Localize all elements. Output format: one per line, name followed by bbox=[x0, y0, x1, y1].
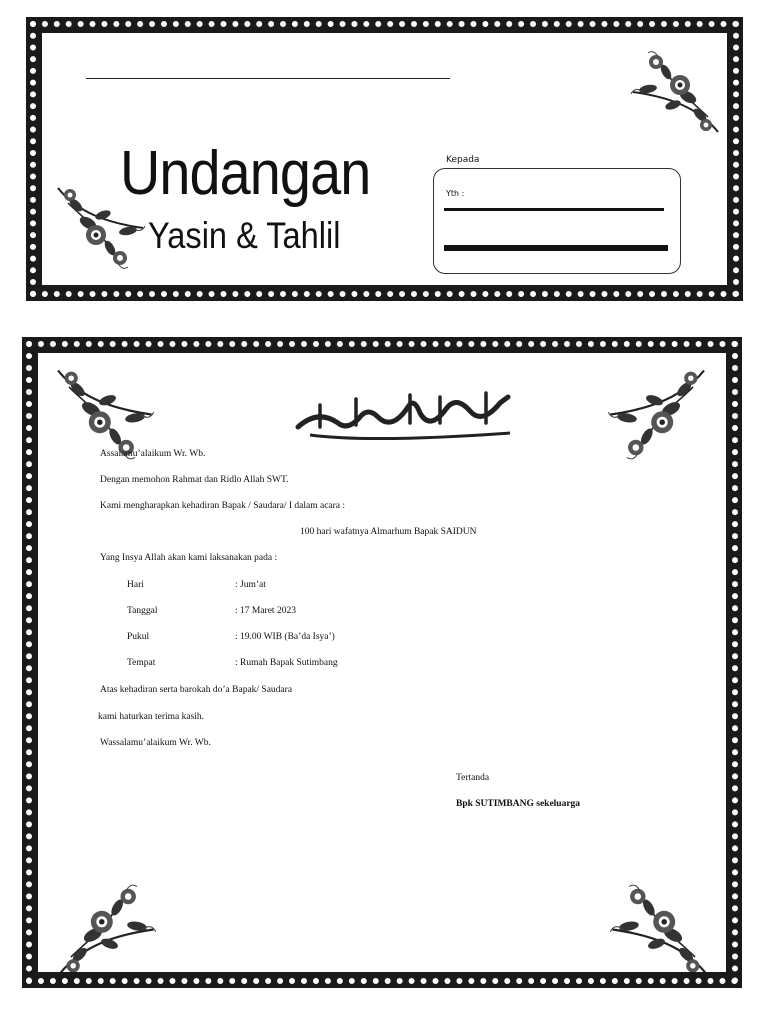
detail-value: : Rumah Bapak Sutimbang bbox=[235, 658, 338, 668]
signature: Bpk SUTIMBANG sekeluarga bbox=[456, 799, 581, 809]
address-line bbox=[444, 208, 664, 211]
greeting: Assalamu’alaikum Wr. Wb. bbox=[100, 449, 206, 459]
sender-line bbox=[86, 78, 450, 79]
opening-line: Dengan memohon Rahmat dan Ridlo Allah SWT. bbox=[100, 475, 289, 485]
address-box bbox=[433, 168, 681, 274]
letter-card bbox=[22, 337, 742, 988]
invitation-line: Kami mengharapkan kehadiran Bapak / Saudara/ I dalam acara : bbox=[100, 501, 346, 511]
farewell: Wassalamu’alaikum Wr. Wb. bbox=[100, 738, 211, 748]
signed-label: Tertanda bbox=[456, 773, 490, 783]
thanks-line: kami haturkan terima kasih. bbox=[98, 712, 205, 722]
schedule-intro: Yang Insya Allah akan kami laksanakan pada : bbox=[100, 553, 278, 563]
floral-ornament-icon bbox=[602, 869, 722, 979]
detail-value: : 19.00 WIB (Ba’da Isya’) bbox=[235, 632, 335, 642]
yth-label: Yth : bbox=[446, 189, 465, 198]
invitation-subtitle: Yasin & Tahlil bbox=[148, 215, 341, 256]
closing-line: Atas kehadiran serta barokah do’a Bapak/ Saudara bbox=[100, 685, 293, 695]
detail-value: : 17 Maret 2023 bbox=[235, 606, 296, 616]
detail-label: Tempat bbox=[127, 658, 156, 668]
detail-label: Tanggal bbox=[127, 606, 158, 616]
event-name: 100 hari wafatnya Almarhum Bapak SAIDUN bbox=[300, 527, 477, 537]
invitation-title: Undangan bbox=[120, 139, 371, 208]
address-line bbox=[444, 245, 668, 251]
detail-label: Pukul bbox=[127, 632, 150, 642]
detail-value: : Jum’at bbox=[235, 580, 266, 590]
bismillah-calligraphy-icon bbox=[290, 387, 520, 443]
floral-ornament-icon bbox=[628, 37, 728, 137]
envelope-card bbox=[26, 17, 743, 301]
to-label: Kepada bbox=[446, 155, 480, 165]
floral-ornament-icon bbox=[44, 869, 164, 979]
detail-label: Hari bbox=[127, 580, 144, 590]
floral-ornament-icon bbox=[600, 365, 720, 475]
